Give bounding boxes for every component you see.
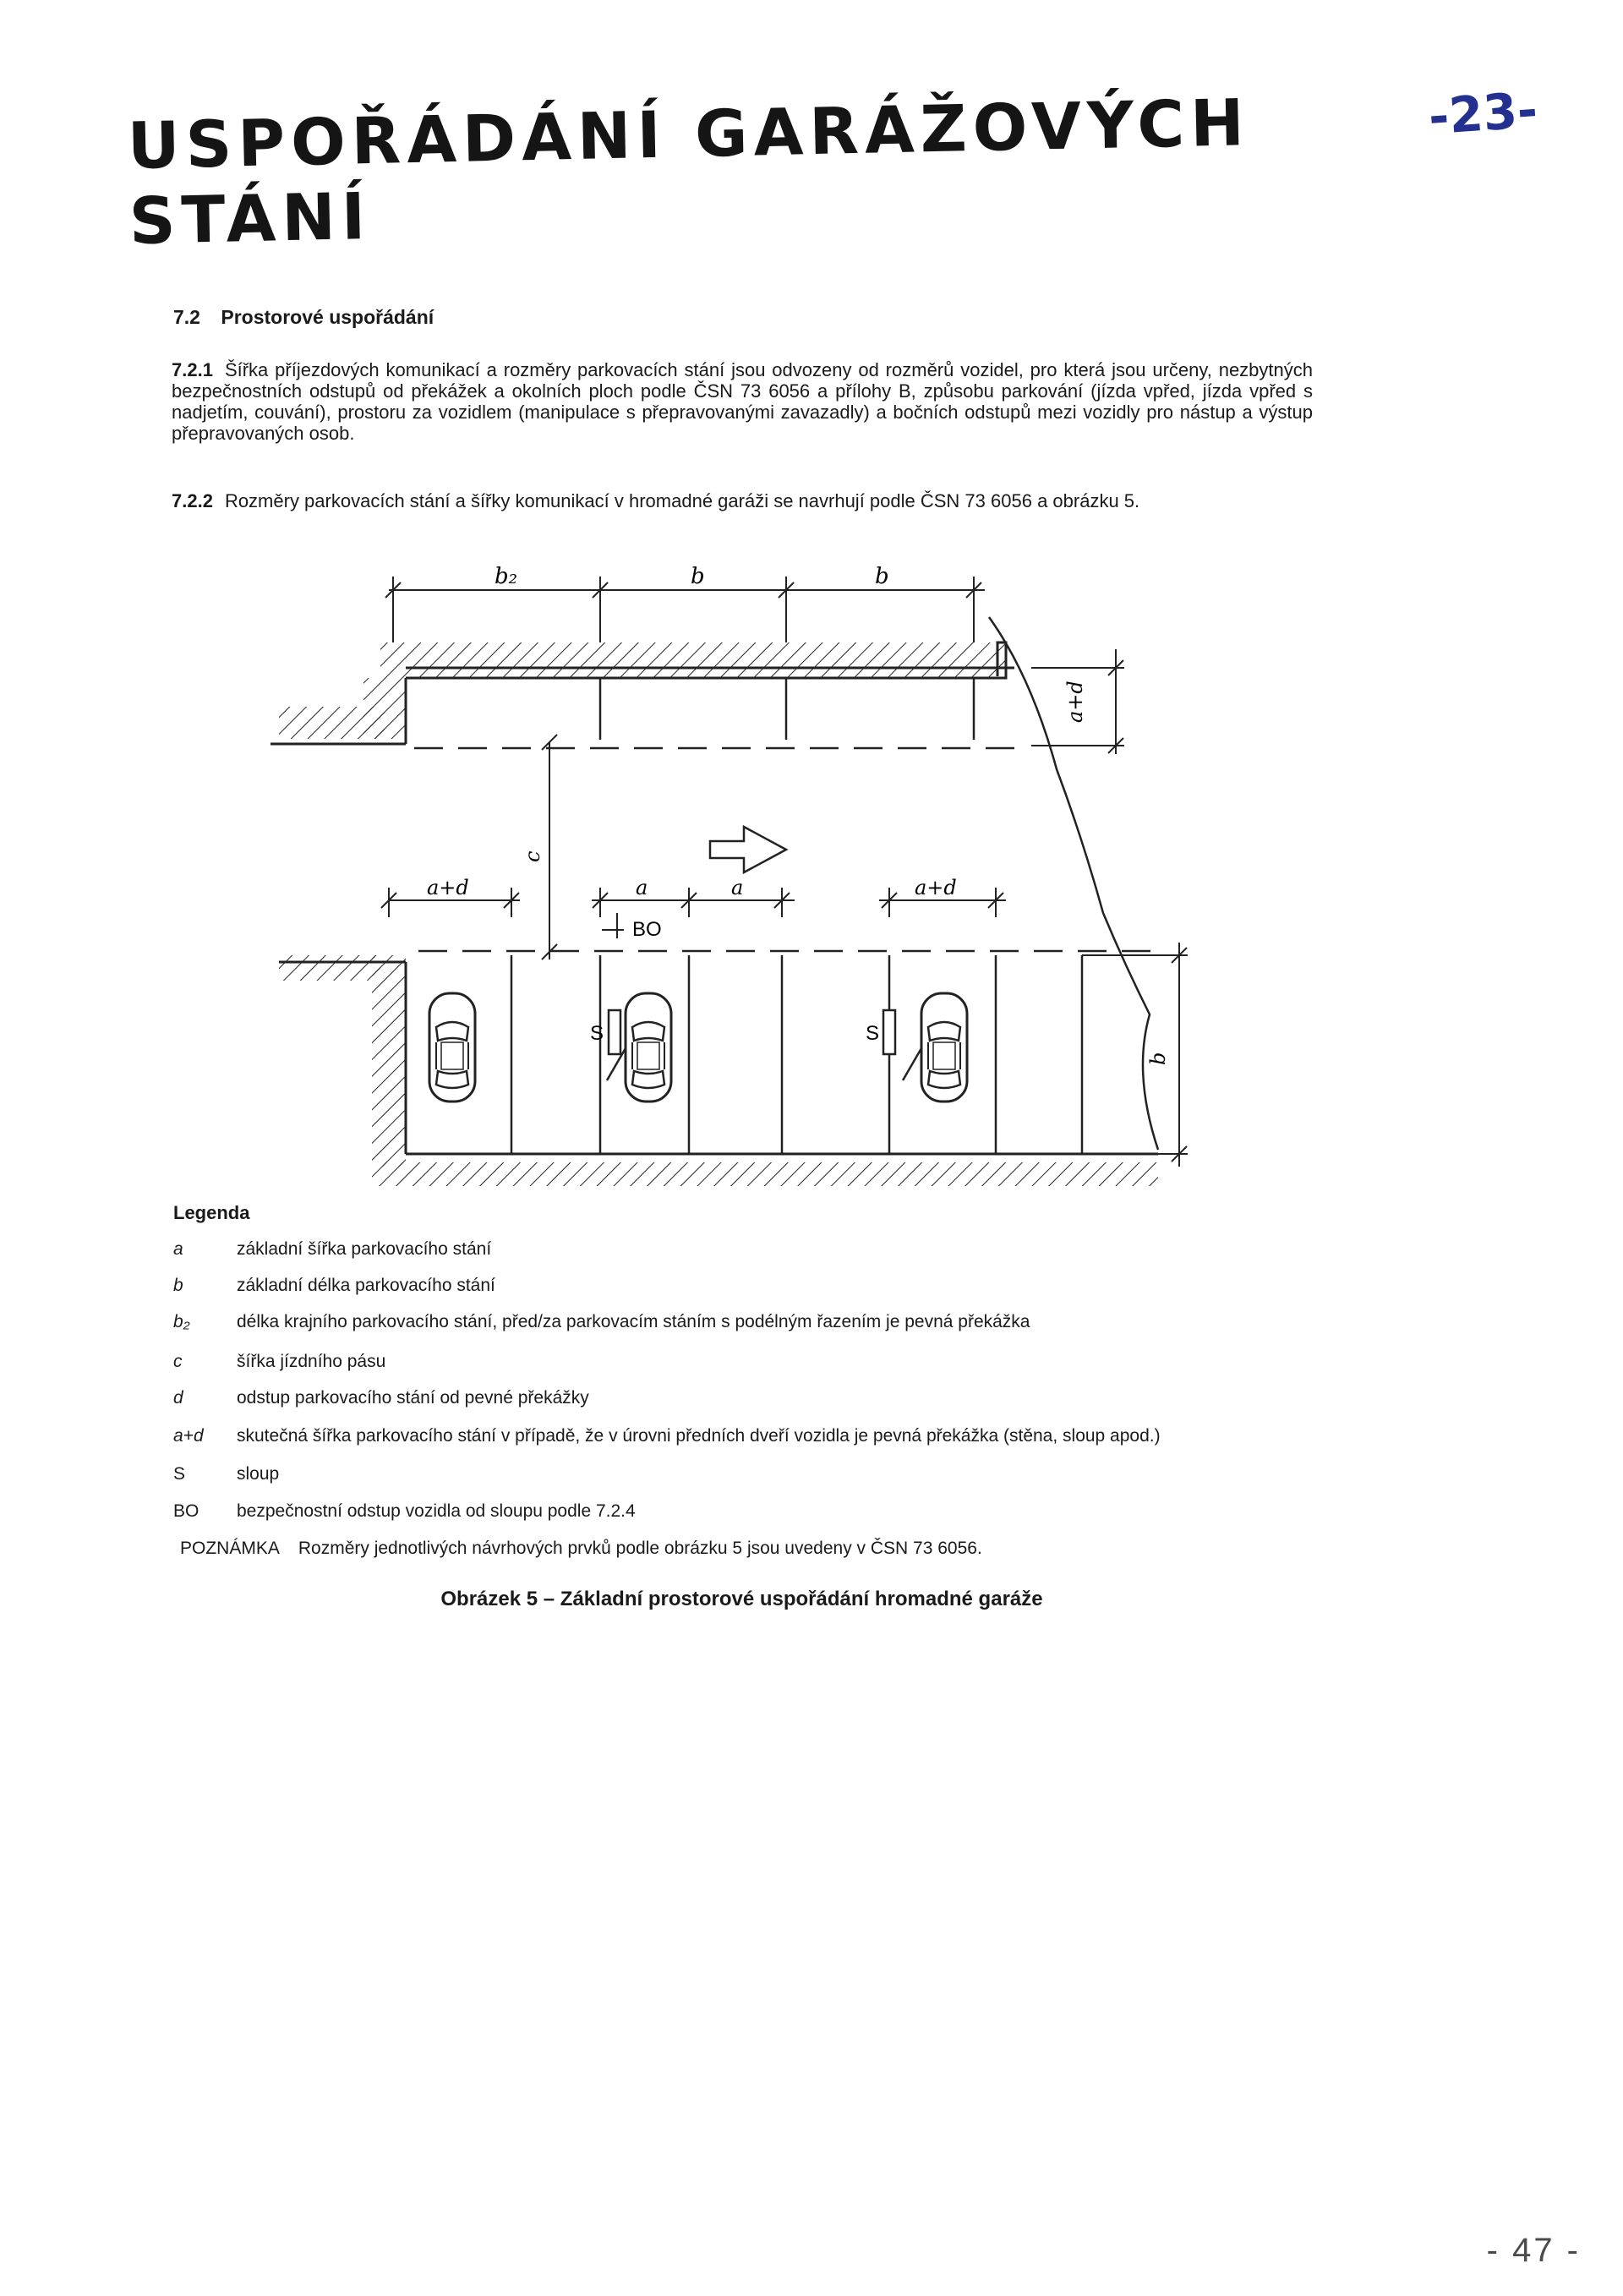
paragraph-7-2-1 xyxy=(172,359,1313,444)
label-c: c xyxy=(521,850,544,862)
handwritten-page-marker: -23- xyxy=(1426,80,1540,146)
label-a-plus-d-2: a+d xyxy=(915,876,957,899)
legend-item xyxy=(173,1388,589,1408)
note-text: Rozměry jednotlivých návrhových prvků podle obrázku 5 jsou uvedeny v ČSN 73 6056. xyxy=(298,1539,982,1558)
legend-item xyxy=(173,1426,1161,1446)
label-a-1: a xyxy=(636,876,648,899)
page-number: - 47 - xyxy=(1486,2232,1581,2269)
legend-item xyxy=(173,1352,385,1372)
paragraph-number: 7.2.1 xyxy=(172,359,213,380)
car-3 xyxy=(921,993,967,1102)
car-1 xyxy=(429,993,475,1102)
garage-layout-diagram xyxy=(270,558,1200,1200)
label-b-top-1: b xyxy=(691,564,705,589)
bottom-wall xyxy=(279,955,1158,1186)
right-dimension-b xyxy=(1082,943,1188,1167)
paragraph-number: 7.2.2 xyxy=(172,490,213,511)
legend-item xyxy=(173,1239,491,1260)
top-dimension xyxy=(385,577,985,642)
note-label: POZNÁMKA xyxy=(180,1539,280,1558)
label-s-1: S xyxy=(590,1022,604,1045)
top-parking-stalls xyxy=(414,678,1014,748)
label-b2: b₂ xyxy=(495,564,518,589)
top-wall xyxy=(270,642,1014,744)
legend-text: základní šířka parkovacího stání xyxy=(237,1239,492,1259)
legend-text: odstup parkovacího stání od pevné překážky xyxy=(237,1388,589,1408)
column-1 xyxy=(609,1010,620,1054)
paragraph-text: Rozměry parkovacích stání a šířky komunikací v hromadné garáži se navrhují podle ČSN 73 6056 a obrázku 5. xyxy=(224,490,1140,511)
legend-item xyxy=(173,1501,636,1522)
paragraph-7-2-2 xyxy=(172,490,1313,511)
legend-text: skutečná šířka parkovacího stání v případě, že v úrovni předních dveří vozidla je pevná překážka (stěna, sloup apod.) xyxy=(237,1426,1161,1446)
section-title: Prostorové uspořádání xyxy=(221,306,434,328)
label-a-plus-d-1: a+d xyxy=(427,876,469,899)
legend-text: šířka jízdního pásu xyxy=(237,1352,386,1371)
label-a-plus-d-vertical: a+d xyxy=(1063,681,1087,723)
legend-text: základní délka parkovacího stání xyxy=(237,1276,495,1295)
legend-item xyxy=(173,1464,279,1484)
bottom-parking-stalls xyxy=(511,955,1082,1154)
legend-text: bezpečnostní odstup vozidla od sloupu podle 7.2.4 xyxy=(237,1501,636,1521)
legend-symbol: b₂ xyxy=(173,1312,190,1331)
section-heading xyxy=(173,306,434,329)
middle-dimensions xyxy=(381,888,1006,938)
legend-text: délka krajního parkovacího stání, před/za parkovacím stáním s podélným řazením je pevná překážka xyxy=(237,1312,1030,1331)
figure-caption: Obrázek 5 – Základní prostorové uspořádání hromadné garáže xyxy=(440,1588,1043,1610)
legend-item xyxy=(173,1312,1030,1332)
car-2 xyxy=(626,993,671,1102)
legend-symbol: a xyxy=(173,1239,183,1259)
legend-symbol: BO xyxy=(173,1501,199,1521)
label-s-2: S xyxy=(866,1022,880,1045)
legend-symbol: S xyxy=(173,1464,186,1484)
legend-symbol: d xyxy=(173,1388,183,1408)
paragraph-text: Šířka příjezdových komunikací a rozměry parkovacích stání jsou odvozeny od rozměrů vozidel, pro která jsou určeny, nezbytných bezpečnostních odstupů od překážek a okolních ploch podle ČSN 73 6056 a přílohy B, způsobu parkování (jízda vpřed, jízda vpřed s nadjetím, couvání), prostoru za vozidlem (manipulace s přepravovanými zavazadly) a bočních odstupů mezi vozidly pro nástup a výstup přepravovaných osob. xyxy=(172,359,1313,444)
legend-symbol: c xyxy=(173,1352,183,1371)
legend-text: sloup xyxy=(237,1464,280,1484)
legend-title: Legenda xyxy=(173,1202,250,1223)
handwritten-title: USPOŘÁDÁNÍ GARÁŽOVÝCH STÁNÍ xyxy=(127,85,1251,259)
column-2 xyxy=(883,1010,895,1054)
label-b-top-2: b xyxy=(875,564,889,589)
direction-arrow xyxy=(710,827,786,872)
legend-item xyxy=(173,1276,495,1296)
legend-symbol: b xyxy=(173,1276,183,1295)
section-number: 7.2 xyxy=(173,306,200,328)
driving-lane-dimension xyxy=(542,735,557,959)
label-b-vertical: b xyxy=(1146,1052,1170,1065)
label-bo: BO xyxy=(632,918,662,941)
note xyxy=(180,1539,982,1559)
label-a-2: a xyxy=(731,876,744,899)
legend-symbol: a+d xyxy=(173,1426,204,1446)
